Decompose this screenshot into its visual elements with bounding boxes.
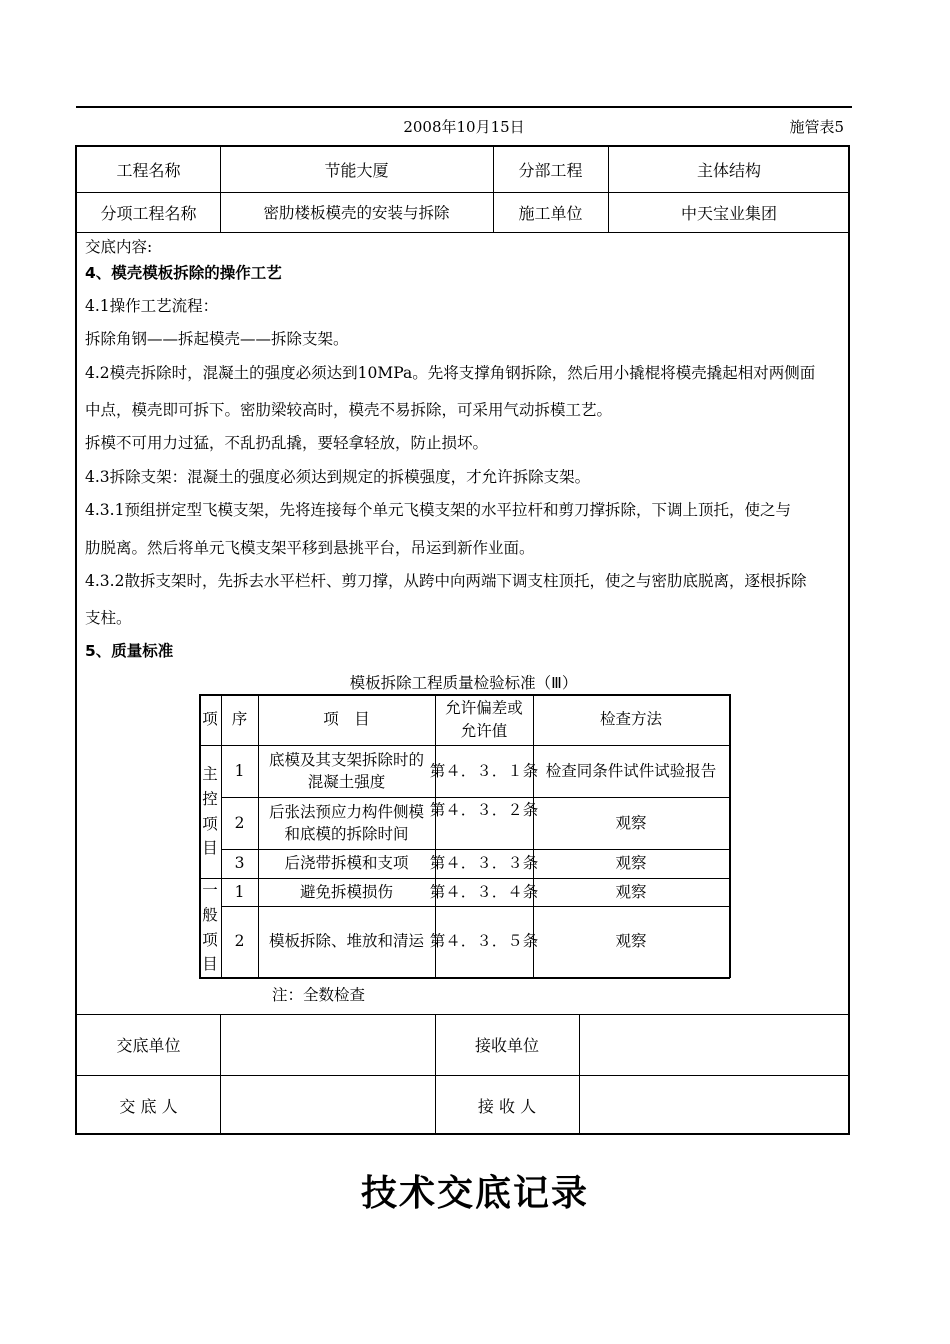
table-row-tolerance: 第４．３．１条	[429, 761, 539, 780]
table-row-method: 观察	[615, 854, 647, 873]
issuer-label: 交 底 人	[119, 1096, 178, 1116]
content-label: 交底内容:	[85, 238, 153, 256]
table-row-method: 观察	[615, 813, 647, 832]
table-row-seq: 3	[234, 854, 245, 873]
col-header-tolerance-line2: 允许值	[460, 721, 508, 740]
record-frame	[75, 145, 850, 1135]
table-row-seq: 2	[234, 813, 245, 832]
table-row-seq: 1	[234, 882, 245, 901]
receiver-unit-field[interactable]	[579, 1014, 850, 1075]
table-row-item: 避免拆模损伤	[299, 882, 393, 901]
paragraph: 支柱。	[85, 609, 132, 627]
table-row-tolerance: 第４．３．３条	[429, 854, 539, 873]
table-row-tolerance: 第４．３．４条	[429, 882, 539, 901]
table-row-seq: 2	[234, 932, 245, 951]
project-name-value: 节能大厦	[324, 161, 389, 180]
subitem-label: 分项工程名称	[100, 203, 197, 223]
main-items-label: 主 控 项 目	[202, 764, 218, 858]
general-items-label: 一 般 项 目	[202, 880, 218, 974]
paragraph: 拆除角钢——拆起模壳——拆除支架。	[85, 330, 349, 348]
table-row-tolerance: 第４．３．５条	[429, 932, 539, 951]
paragraph: 4.3.1预组拼定型飞模支架，先将连接每个单元飞模支架的水平拉杆和剪刀撑拆除，下调上顶托，使之与	[85, 501, 791, 519]
section-5-title: 5、质量标准	[85, 642, 174, 660]
table-row-item: 后张法预应力构件侧模 和底模的拆除时间	[268, 802, 424, 843]
table-row-item: 后浇带拆模和支项	[284, 854, 409, 873]
header-rule	[76, 106, 852, 108]
paragraph: 4.1操作工艺流程：	[85, 297, 219, 315]
paragraph: 4.3.2散拆支架时，先拆去水平栏杆、剪刀撑，从跨中向两端下调支柱顶托，使之与密肋底脱离，逐根拆除	[85, 572, 807, 590]
table-row-tolerance: 第４．３．２条	[429, 800, 539, 819]
paragraph: 拆模不可用力过猛，不乱扔乱撬，要轻拿轻放，防止损坏。	[85, 434, 489, 452]
col-header-method: 检查方法	[599, 710, 662, 729]
receiver-field[interactable]	[579, 1075, 850, 1135]
table-row-item: 模板拆除、堆放和清运	[268, 932, 424, 951]
receiver-unit-label: 接收单位	[474, 1036, 539, 1055]
issuer-unit-field[interactable]	[220, 1014, 435, 1075]
paragraph: 肋脱离。然后将单元飞模支架平移到悬挑平台，吊运到新作业面。	[85, 539, 535, 557]
division-label: 分部工程	[518, 161, 583, 180]
col-header-tolerance	[435, 694, 533, 745]
paragraph: 4.3拆除支架：混凝土的强度必须达到规定的拆模强度，才允许拆除支架。	[85, 468, 591, 486]
section-4-title: 4、模壳模板拆除的操作工艺	[85, 264, 282, 282]
contractor-value: 中天宝业集团	[680, 203, 777, 223]
col-header-tolerance-line1: 允许偏差或	[445, 699, 523, 718]
division-value: 主体结构	[696, 161, 761, 180]
table-row-method: 观察	[615, 932, 647, 951]
col-header-item: 项 目	[323, 710, 370, 729]
contractor-label: 施工单位	[518, 203, 583, 223]
paragraph: 中点，模壳即可拆下。密肋梁较高时，模壳不易拆除，可采用气动拆模工艺。	[85, 401, 613, 419]
table-row-method: 观察	[615, 882, 647, 901]
table-note: 注：全数检查	[272, 986, 366, 1004]
col-header-seq: 序	[231, 710, 248, 729]
quality-table	[199, 694, 730, 978]
project-name-label: 工程名称	[116, 161, 181, 180]
issuer-unit-label: 交底单位	[116, 1036, 181, 1055]
subitem-value: 密肋楼板模壳的安装与拆除	[263, 204, 450, 222]
col-header-category: 项	[202, 710, 218, 729]
page-title: 技术交底记录	[360, 1173, 589, 1214]
paragraph: 4.2模壳拆除时，混凝土的强度必须达到10MPa。先将支撑角钢拆除，然后用小撬棍将模壳撬起相对两侧面	[85, 364, 816, 382]
table-row-method: 检查同条件试件试验报告	[545, 761, 717, 780]
quality-table-title: 模板拆除工程质量检验标准（Ⅲ）	[349, 674, 578, 692]
table-row-item: 底模及其支架拆除时的 混凝土强度	[268, 750, 424, 791]
table-row-seq: 1	[234, 761, 245, 780]
issuer-field[interactable]	[220, 1075, 435, 1135]
receiver-label: 接 收 人	[477, 1096, 537, 1116]
form-number: 施管表5	[789, 118, 844, 136]
date-text: 2008年10月15日	[403, 118, 525, 136]
